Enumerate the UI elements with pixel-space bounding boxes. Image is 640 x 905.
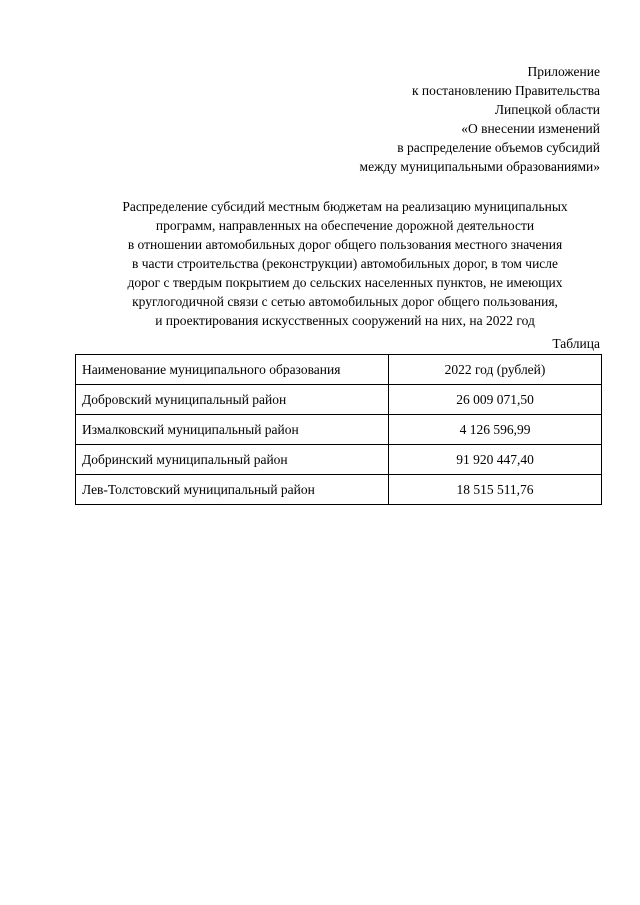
table-label: Таблица: [552, 336, 600, 351]
title-line: круглогодичной связи с сетью автомобильных дорог общего пользования,: [132, 294, 558, 309]
title-line: Распределение субсидий местным бюджетам на реализацию муниципальных: [122, 199, 568, 214]
cell-amount: 4 126 596,99: [389, 415, 602, 445]
appendix-header: [360, 62, 600, 176]
cell-amount: 18 515 511,76: [389, 475, 602, 505]
cell-amount: 91 920 447,40: [389, 445, 602, 475]
header-amount: 2022 год (рублей): [389, 355, 602, 385]
appendix-line: между муниципальными образованиями»: [359, 159, 600, 174]
cell-municipality: Измалковский муниципальный район: [76, 415, 389, 445]
cell-municipality: Добринский муниципальный район: [76, 445, 389, 475]
cell-amount: 26 009 071,50: [389, 385, 602, 415]
subsidies-table: [75, 354, 602, 505]
table-row: [76, 445, 602, 475]
title-line: дорог с твердым покрытием до сельских населенных пунктов, не имеющих: [127, 275, 563, 290]
appendix-line: к постановлению Правительства: [411, 83, 600, 98]
title-line: и проектирования искусственных сооружений на них, на 2022 год: [155, 313, 535, 328]
cell-municipality: Лев-Толстовский муниципальный район: [76, 475, 389, 505]
header-municipality: Наименование муниципального образования: [76, 355, 389, 385]
title-line: в части строительства (реконструкции) автомобильных дорог, в том числе: [131, 256, 559, 271]
table-header-row: [76, 355, 602, 385]
table-row: [76, 415, 602, 445]
title-line: программ, направленных на обеспечение дорожной деятельности: [155, 218, 535, 233]
document-title: [70, 197, 620, 330]
appendix-line: в распределение объемов субсидий: [397, 140, 600, 155]
table-row: [76, 475, 602, 505]
title-line: в отношении автомобильных дорог общего пользования местного значения: [127, 237, 563, 252]
appendix-line: Липецкой области: [494, 102, 600, 117]
appendix-line: Приложение: [527, 64, 600, 79]
appendix-line: «О внесении изменений: [461, 121, 600, 136]
table-row: [76, 385, 602, 415]
cell-municipality: Добровский муниципальный район: [76, 385, 389, 415]
